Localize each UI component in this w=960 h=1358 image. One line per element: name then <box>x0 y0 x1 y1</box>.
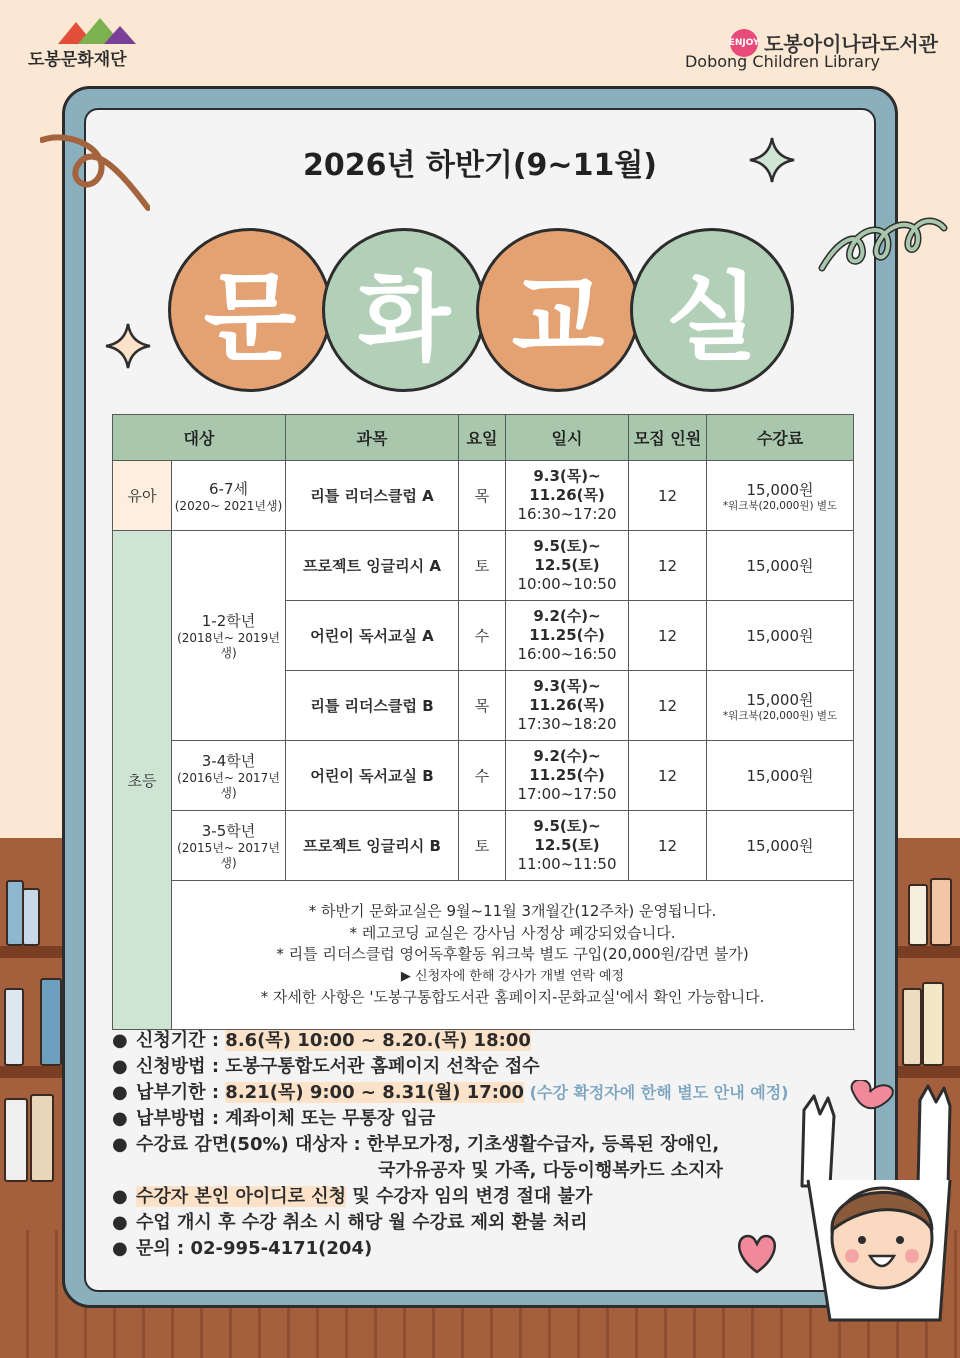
day-cell: 수 <box>459 741 506 811</box>
datetime-cell <box>506 531 629 601</box>
subject-cell: 어린이 독서교실 A <box>286 601 459 671</box>
bullet-icon: ● <box>112 1212 128 1233</box>
capacity-cell: 12 <box>629 601 707 671</box>
fee-amount: 15,000원 <box>746 481 814 499</box>
note-line: ▶ 신청자에 한해 강사가 개별 연락 예정 <box>400 968 625 984</box>
list-item <box>112 1132 812 1158</box>
table-row <box>113 741 854 811</box>
day-cell: 수 <box>459 601 506 671</box>
datetime-cell <box>506 601 629 671</box>
date-range: 9.3(목)~ 11.26(목) <box>529 467 605 504</box>
age-birth: (2015년~ 2017년생) <box>177 841 280 870</box>
age-cell <box>172 741 286 811</box>
group-elementary: 초등 <box>113 531 172 1030</box>
list-item <box>112 1080 812 1106</box>
refund-policy: 수업 개시 후 수강 취소 시 해당 월 수강료 제외 환불 처리 <box>136 1212 588 1233</box>
bullet-icon: ● <box>112 1056 128 1077</box>
capacity-cell: 12 <box>629 811 707 881</box>
day-cell: 토 <box>459 811 506 881</box>
fee-cell: 15,000원 <box>707 531 854 601</box>
fee-cell: 15,000원 <box>707 601 854 671</box>
apply-period-label: 신청기간 : <box>136 1030 226 1051</box>
datetime-cell <box>506 461 629 531</box>
fee-amount: 15,000원 <box>746 691 814 709</box>
subject-cell: 리틀 리더스클럽 A <box>286 461 459 531</box>
age-birth: (2020~ 2021년생) <box>174 498 283 513</box>
age-main: 1-2학년 <box>201 612 256 630</box>
foundation-name: 도봉문화재단 <box>28 50 127 70</box>
notes-row <box>113 881 854 1030</box>
list-item <box>112 1028 812 1054</box>
discount-targets-2: 국가유공자 및 가족, 다둥이행복카드 소지자 <box>378 1160 723 1181</box>
header-fee: 수강료 <box>707 415 854 461</box>
age-main: 3-4학년 <box>201 752 256 770</box>
bullet-icon: ● <box>112 1030 128 1051</box>
payment-method: 납부방법 : 계좌이체 또는 무통장 입금 <box>136 1108 436 1129</box>
age-cell <box>172 811 286 881</box>
subject-cell: 프로젝트 잉글리시 A <box>286 531 459 601</box>
header-subject: 과목 <box>286 415 459 461</box>
date-range: 9.2(수)~ 11.25(수) <box>529 747 605 784</box>
list-item <box>112 1184 812 1210</box>
list-item <box>112 1210 812 1236</box>
fee-cell <box>707 671 854 741</box>
note-line: * 리틀 리더스클럽 영어독후활동 워크북 별도 구입(20,000원/감면 불가) <box>276 945 749 964</box>
subject-cell: 리틀 리더스클럽 B <box>286 671 459 741</box>
schedule-table <box>112 414 854 1030</box>
datetime-cell <box>506 741 629 811</box>
apply-method: 신청방법 : 도봉구통합도서관 홈페이지 선착순 접수 <box>136 1056 540 1077</box>
library-name: 도봉아이나라도서관 <box>764 32 938 56</box>
list-item-continued <box>112 1158 812 1184</box>
header-day: 요일 <box>459 415 506 461</box>
header-target: 대상 <box>113 415 286 461</box>
payment-note: (수강 확정자에 한해 별도 안내 예정) <box>524 1083 789 1102</box>
fee-note: *워크북(20,000원) 별도 <box>722 500 838 512</box>
fee-cell: 15,000원 <box>707 741 854 811</box>
title-char-3: 교 <box>476 228 640 392</box>
age-birth: (2018년~ 2019년생) <box>177 631 280 660</box>
table-row <box>113 531 854 601</box>
list-item <box>112 1054 812 1080</box>
time-range: 11:00~11:50 <box>517 855 617 873</box>
capacity-cell: 12 <box>629 741 707 811</box>
notes-cell <box>172 881 854 1030</box>
subject-cell: 어린이 독서교실 B <box>286 741 459 811</box>
age-cell <box>172 531 286 741</box>
age-birth: (2016년~ 2017년생) <box>177 771 280 800</box>
date-range: 9.3(목)~ 11.26(목) <box>529 677 605 714</box>
payment-period-label: 납부기한 : <box>136 1082 226 1103</box>
time-range: 10:00~10:50 <box>517 575 617 593</box>
subject-cell: 프로젝트 잉글리시 B <box>286 811 459 881</box>
capacity-cell: 12 <box>629 671 707 741</box>
table-header-row <box>113 415 854 461</box>
note-line: * 자세한 사항은 '도봉구통합도서관 홈페이지-문화교실'에서 확인 가능합니다. <box>260 988 765 1007</box>
day-cell: 토 <box>459 531 506 601</box>
title-char-1: 문 <box>168 228 332 392</box>
library-english-name: Dobong Children Library <box>684 52 880 71</box>
table-row <box>113 811 854 881</box>
note-line: * 레고코딩 교실은 강사님 사정상 폐강되었습니다. <box>349 923 676 942</box>
cheering-kid-illustration <box>790 1080 960 1358</box>
id-rule-highlight: 수강자 본인 아이디로 신청 <box>136 1186 347 1207</box>
list-item <box>112 1236 812 1262</box>
bullet-icon: ● <box>112 1082 128 1103</box>
info-list <box>112 1028 812 1262</box>
payment-period: 8.21(목) 9:00 ~ 8.31(월) 17:00 <box>225 1082 525 1103</box>
group-preschool: 유아 <box>113 461 172 531</box>
contact-info: 문의 : 02-995-4171(204) <box>136 1238 373 1259</box>
title-char-2: 화 <box>322 228 486 392</box>
page-title: 2026년 하반기(9~11월) <box>302 148 658 183</box>
day-cell: 목 <box>459 671 506 741</box>
age-cell <box>172 461 286 531</box>
green-coil-icon <box>818 210 948 280</box>
age-main: 3-5학년 <box>201 822 256 840</box>
table-row <box>113 461 854 531</box>
datetime-cell <box>506 671 629 741</box>
bullet-icon: ● <box>112 1134 128 1155</box>
time-range: 17:00~17:50 <box>517 785 617 803</box>
apply-period: 8.6(목) 10:00 ~ 8.20.(목) 18:00 <box>225 1030 531 1051</box>
day-cell: 목 <box>459 461 506 531</box>
id-rule-rest: 및 수강자 임의 변경 절대 불가 <box>346 1186 593 1207</box>
bullet-icon: ● <box>112 1186 128 1207</box>
bullet-icon: ● <box>112 1238 128 1259</box>
time-range: 16:30~17:20 <box>517 505 617 523</box>
time-range: 16:00~16:50 <box>517 645 617 663</box>
date-range: 9.2(수)~ 11.25(수) <box>529 607 605 644</box>
heart-icon <box>734 1232 780 1276</box>
datetime-cell <box>506 811 629 881</box>
fee-cell: 15,000원 <box>707 811 854 881</box>
dobong-foundation-logo <box>28 18 138 70</box>
header-datetime: 일시 <box>506 415 629 461</box>
title-char-4: 실 <box>630 228 794 392</box>
sparkle-icon <box>104 322 152 370</box>
date-range: 9.5(토)~ 12.5(토) <box>533 537 601 574</box>
note-line: * 하반기 문화교실은 9월~11월 3개월간(12주차) 운영됩니다. <box>308 902 717 921</box>
age-main: 6-7세 <box>209 479 248 498</box>
enjoy-badge: ENJOY <box>730 29 758 57</box>
bullet-icon: ● <box>112 1108 128 1129</box>
list-item <box>112 1106 812 1132</box>
capacity-cell: 12 <box>629 461 707 531</box>
capacity-cell: 12 <box>629 531 707 601</box>
time-range: 17:30~18:20 <box>517 715 617 733</box>
discount-targets: 수강료 감면(50%) 대상자 : 한부모가정, 기초생활수급자, 등록된 장애인, <box>136 1134 720 1155</box>
fee-note: *워크북(20,000원) 별도 <box>722 710 838 722</box>
fee-cell <box>707 461 854 531</box>
header-capacity: 모집 인원 <box>629 415 707 461</box>
date-range: 9.5(토)~ 12.5(토) <box>533 817 601 854</box>
